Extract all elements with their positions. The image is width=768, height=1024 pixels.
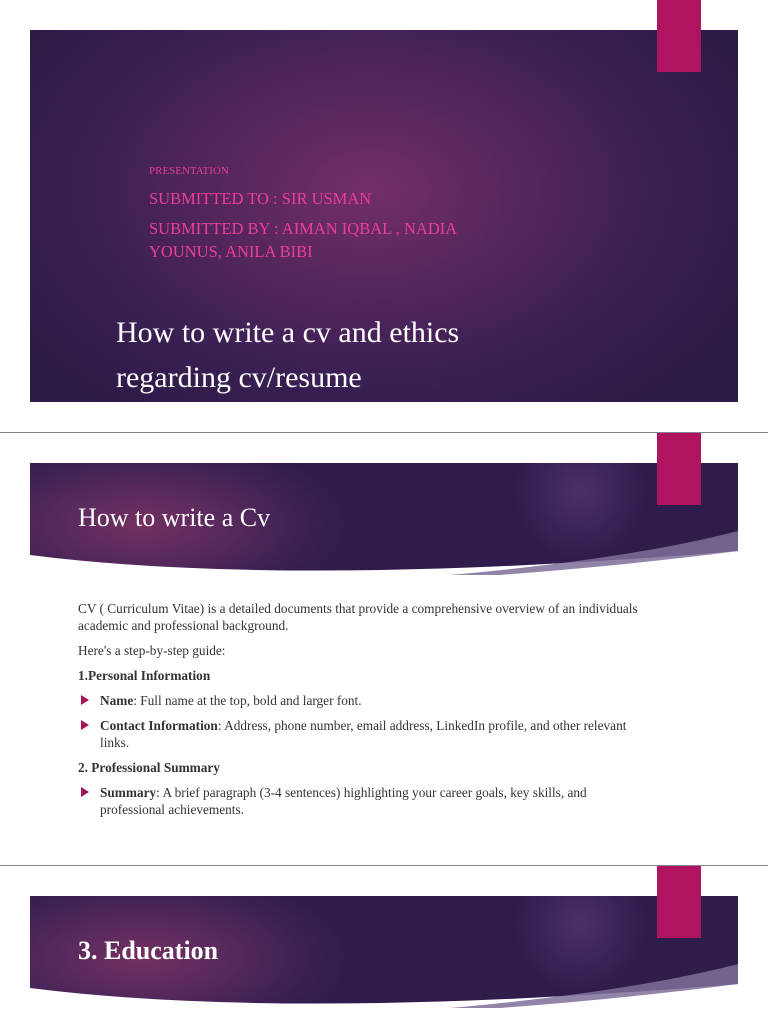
bullet-text: : A brief paragraph (3-4 sentences) highlighting your career goals, key skills, and professional achievements. <box>100 785 587 817</box>
submitted-by-line1: SUBMITTED BY : AIMAN IQBAL , NADIA <box>149 219 458 238</box>
bullet-text: : Full name at the top, bold and larger font. <box>133 693 362 708</box>
guide-text: Here's a step-by-step guide: <box>78 643 226 658</box>
accent-tab <box>657 0 701 72</box>
slide-title: 3. Education <box>78 936 219 965</box>
submitted-by-line2: YOUNUS, ANILA BIBI <box>149 242 313 261</box>
presentation-label: PRESENTATION <box>149 165 229 177</box>
triangle-bullet-icon <box>81 720 89 730</box>
bullet-term: Name <box>100 693 134 708</box>
presentation-title <box>116 310 676 400</box>
triangle-bullet-icon <box>81 787 89 797</box>
slide-3 <box>0 866 768 1024</box>
section-heading-summary: 2. Professional Summary <box>78 760 220 775</box>
bullet-list-summary <box>78 784 638 818</box>
submitted-to: SUBMITTED TO : SIR USMAN <box>149 189 372 208</box>
slide-2 <box>0 433 768 865</box>
bullet-term: Summary <box>100 785 157 800</box>
accent-tab <box>657 433 701 505</box>
list-item <box>78 784 638 818</box>
bullet-list-personal <box>78 692 638 751</box>
title-line-2: regarding cv/resume <box>116 361 362 394</box>
accent-tab <box>657 866 701 938</box>
section-heading-personal: 1.Personal Information <box>78 668 211 683</box>
list-item <box>78 717 638 751</box>
bullet-term: Contact Information <box>100 718 218 733</box>
bullet-text: : Address, phone number, email address, LinkedIn profile, and other relevant links. <box>100 718 627 750</box>
slide-content <box>78 600 638 826</box>
list-item <box>78 692 638 709</box>
intro-paragraph: CV ( Curriculum Vitae) is a detailed documents that provide a comprehensive overview of an individuals academic and professional background. <box>78 601 638 633</box>
slide-title: How to write a Cv <box>78 503 271 532</box>
title-line-1: How to write a cv and ethics <box>116 316 460 349</box>
triangle-bullet-icon <box>81 695 89 705</box>
slide-1 <box>0 0 768 432</box>
